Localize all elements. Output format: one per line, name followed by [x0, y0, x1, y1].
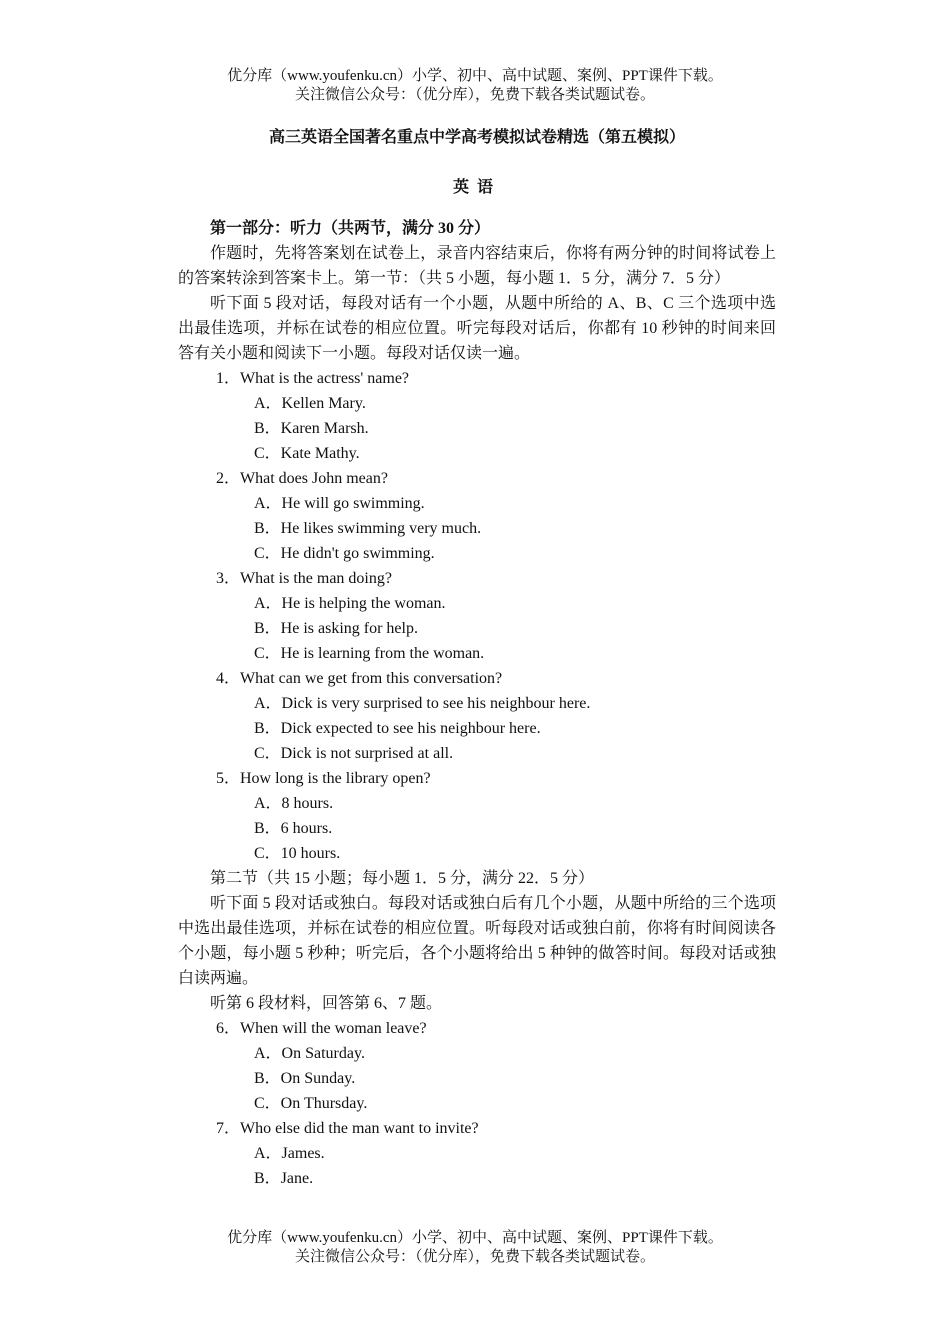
question-block	[178, 366, 776, 466]
footer-line-1: 优分库（www.youfenku.cn）小学、初中、高中试题、案例、PPT课件下载。	[227, 1230, 723, 1246]
option-c: C．Dick is not surprised at all.	[254, 745, 454, 762]
option-b: B．On Sunday.	[254, 1070, 356, 1087]
section2-instructions: 听下面 5 段对话或独白。每段对话或独白后有几个小题，从题中所给的三个选项中选出最佳选项，并标在试卷的相应位置。听每段对话或独白前，你将有时间阅读各个小题，每小题 5 秒种；听完后，各个小题将给出 5 种钟的做答时间。每段对话或独白读两遍。	[178, 895, 776, 987]
exam-content	[178, 126, 776, 1191]
option-a: A．Kellen Mary.	[254, 395, 366, 412]
option-a: A．On Saturday.	[254, 1045, 365, 1062]
footer-line-2: 关注微信公众号：（优分库），免费下载各类试题试卷。	[294, 1249, 655, 1265]
option-b: B．He likes swimming very much.	[254, 520, 482, 537]
exam-title: 高三英语全国著名重点中学高考模拟试卷精选（第五模拟）	[268, 129, 685, 146]
option-b: B．Karen Marsh.	[254, 420, 369, 437]
question-text: 1．What is the actress' name?	[216, 370, 410, 387]
header-line-1: 优分库（www.youfenku.cn）小学、初中、高中试题、案例、PPT课件下载。	[227, 68, 723, 84]
option-c: C．On Thursday.	[254, 1095, 368, 1112]
question-text: 2．What does John mean?	[216, 470, 388, 487]
material-6-note: 听第 6 段材料，回答第 6、7 题。	[210, 995, 443, 1012]
question-text: 7．Who else did the man want to invite?	[216, 1120, 479, 1137]
part1-instructions: 听下面 5 段对话，每段对话有一个小题，从题中所给的 A、B、C 三个选项中选出最佳选项，并标在试卷的相应位置。听完每段对话后，你都有 10 秒钟的时间来回答有关小题和阅读下一小题。每段对话仅读一遍。	[178, 295, 776, 362]
subject-title: 英语	[452, 179, 501, 196]
question-text: 4．What can we get from this conversation?	[216, 670, 503, 687]
option-a: A．8 hours.	[254, 795, 334, 812]
option-a: A．He will go swimming.	[254, 495, 425, 512]
option-b: B．Jane.	[254, 1170, 314, 1187]
question-block	[178, 566, 776, 666]
header-line-2: 关注微信公众号：（优分库），免费下载各类试题试卷。	[294, 87, 655, 103]
part1-heading: 第一部分：听力（共两节，满分 30 分）	[210, 220, 491, 237]
option-c: C．Kate Mathy.	[254, 445, 360, 462]
question-block	[178, 466, 776, 566]
page-footer	[0, 1229, 950, 1267]
part1-intro: 作题时，先将答案划在试卷上，录音内容结束后，你将有两分钟的时间将试卷上的答案转涂到答案卡上。第一节：（共 5 小题，每小题 1．5 分，满分 7．5 分）	[178, 245, 776, 287]
option-c: C．He is learning from the woman.	[254, 645, 485, 662]
option-b: B．He is asking for help.	[254, 620, 418, 637]
option-b: B．Dick expected to see his neighbour here.	[254, 720, 541, 737]
page-header	[0, 67, 950, 105]
question-text: 5．How long is the library open?	[216, 770, 431, 787]
option-b: B．6 hours.	[254, 820, 333, 837]
question-block	[178, 1016, 776, 1116]
question-text: 6．When will the woman leave?	[216, 1020, 427, 1037]
option-a: A．Dick is very surprised to see his neighbour here.	[254, 695, 591, 712]
option-c: C．He didn't go swimming.	[254, 545, 435, 562]
option-a: A．James.	[254, 1145, 325, 1162]
option-c: C．10 hours.	[254, 845, 341, 862]
section2-heading: 第二节（共 15 小题；每小题 1．5 分，满分 22．5 分）	[210, 870, 595, 887]
question-block	[178, 1116, 776, 1191]
question-block	[178, 666, 776, 766]
question-block	[178, 766, 776, 866]
option-a: A．He is helping the woman.	[254, 595, 446, 612]
question-text: 3．What is the man doing?	[216, 570, 392, 587]
